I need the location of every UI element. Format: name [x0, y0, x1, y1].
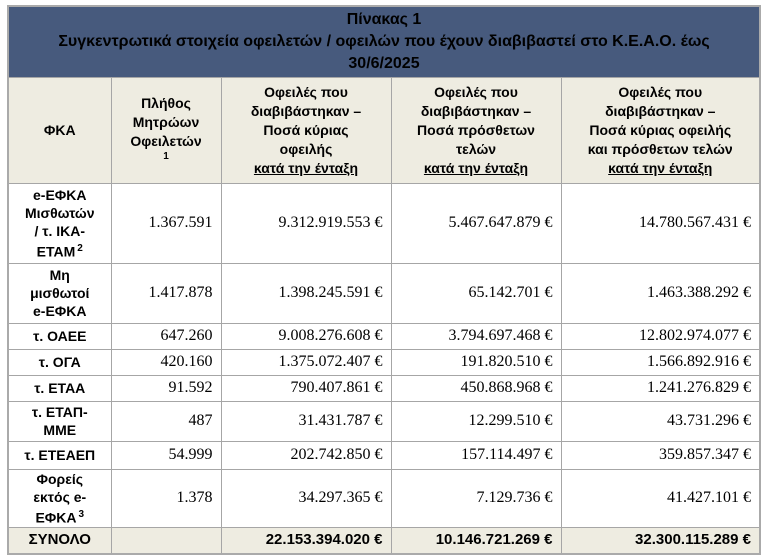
header-line: διαβιβάστηκαν – — [250, 102, 362, 119]
title-row — [8, 6, 760, 77]
principal-amount-cell: 9.008.276.608 € — [221, 323, 391, 349]
footnote-marker-1: 1 — [163, 151, 169, 163]
header-line: Ποσά πρόσθετων — [417, 121, 535, 138]
fka-line: Φορείς — [36, 470, 84, 487]
header-line: Πλήθος — [141, 95, 191, 112]
header-line: Οφειλές που — [264, 83, 348, 100]
fka-cell: τ. ΕΤΑΑ — [8, 375, 111, 401]
table-row-etaa — [8, 375, 760, 401]
fka-cell: τ. ΟΑΕΕ — [8, 323, 111, 349]
fka-line — [9, 506, 111, 527]
table-row-eteaep — [8, 441, 760, 469]
fka-cell — [8, 263, 111, 323]
fka-line: εκτός e- — [33, 488, 87, 505]
table-row-efka-misthoton — [8, 183, 760, 263]
fka-line: / τ. ΙΚΑ- — [34, 222, 86, 239]
column-header-combined-amounts — [561, 77, 760, 183]
additional-fees-cell: 157.114.497 € — [391, 441, 561, 469]
fka-line: μισθωτοί — [30, 285, 90, 301]
fka-line-text: ΕΤΑΜ — [36, 243, 76, 260]
additional-fees-cell: 450.868.968 € — [391, 375, 561, 401]
combined-amount-cell: 1.463.388.292 € — [561, 263, 760, 323]
debtor-count-cell: 1.367.591 — [111, 183, 221, 263]
additional-fees-cell: 191.820.510 € — [391, 349, 561, 375]
footnote-marker-3: 3 — [78, 508, 85, 520]
additional-fees-cell: 12.299.510 € — [391, 401, 561, 441]
combined-amount-cell: 1.566.892.916 € — [561, 349, 760, 375]
header-line: Ποσά κύριας — [263, 121, 349, 138]
column-header-fka: ΦΚΑ — [8, 77, 111, 183]
footnote-marker-2: 2 — [77, 242, 83, 254]
fka-cell — [8, 401, 111, 441]
combined-amount-cell: 43.731.296 € — [561, 401, 760, 441]
debtor-count-cell: 1.378 — [111, 469, 221, 527]
header-line: οφειλής — [279, 140, 333, 157]
fka-line-text: ΕΦΚΑ — [35, 509, 77, 526]
principal-amount-cell: 202.742.850 € — [221, 441, 391, 469]
header-line: Οφειλές που — [434, 83, 518, 100]
additional-fees-cell: 7.129.736 € — [391, 469, 561, 527]
total-row — [8, 527, 760, 554]
title-line-1: Πίνακας 1 — [346, 10, 422, 28]
header-line: τελών — [455, 140, 497, 157]
title-line-3: 30/6/2025 — [348, 54, 420, 72]
fka-cell — [8, 469, 111, 527]
principal-amount-cell: 34.297.365 € — [221, 469, 391, 527]
fka-line: e-ΕΦΚΑ — [33, 303, 87, 319]
column-header-row — [8, 77, 760, 183]
fka-line: ΜΜΕ — [43, 422, 77, 438]
table-row-oaee — [8, 323, 760, 349]
combined-amount-cell: 41.427.101 € — [561, 469, 760, 527]
fka-cell: τ. ΕΤΕΑΕΠ — [8, 441, 111, 469]
header-underlined-line: κατά την ένταξη — [423, 159, 529, 176]
additional-fees-cell: 3.794.697.468 € — [391, 323, 561, 349]
additional-fees-cell: 65.142.701 € — [391, 263, 561, 323]
title-line-2: Συγκεντρωτικά στοιχεία οφειλετών / οφειλών που έχουν διαβιβαστεί στο Κ.Ε.Α.Ο. έως — [58, 32, 710, 50]
principal-amount-cell: 31.431.787 € — [221, 401, 391, 441]
total-label-cell: ΣΥΝΟΛΟ — [8, 527, 111, 554]
header-line: Οφειλετών — [130, 133, 202, 150]
fka-line: Μισθωτών — [24, 204, 95, 221]
total-combined-cell: 32.300.115.289 € — [561, 527, 760, 554]
principal-amount-cell: 1.375.072.407 € — [221, 349, 391, 375]
footnote-marker-line — [112, 151, 221, 166]
column-header-additional-fees — [391, 77, 561, 183]
fka-line — [9, 240, 111, 261]
header-line: Μητρώων — [132, 114, 200, 131]
table-row-foreis-ektos-efka — [8, 469, 760, 527]
fka-cell: τ. ΟΓΑ — [8, 349, 111, 375]
combined-amount-cell: 1.241.276.829 € — [561, 375, 760, 401]
header-line: διαβιβάστηκαν – — [605, 102, 716, 119]
debtor-count-cell: 54.999 — [111, 441, 221, 469]
combined-amount-cell: 14.780.567.431 € — [561, 183, 760, 263]
fka-line: τ. ΕΤΑΠ- — [31, 404, 88, 420]
fka-line: e-ΕΦΚΑ — [33, 186, 87, 203]
combined-amount-cell: 359.857.347 € — [561, 441, 760, 469]
principal-amount-cell: 790.407.861 € — [221, 375, 391, 401]
column-header-debtor-count — [111, 77, 221, 183]
total-debtor-count-cell — [111, 527, 221, 554]
debtor-count-cell: 1.417.878 — [111, 263, 221, 323]
table-row-mi-misthotoi — [8, 263, 760, 323]
fka-cell — [8, 183, 111, 263]
header-line: Οφειλές που — [618, 83, 703, 100]
additional-fees-cell: 5.467.647.879 € — [391, 183, 561, 263]
header-underlined-line: κατά την ένταξη — [608, 159, 713, 176]
combined-amount-cell: 12.802.974.077 € — [561, 323, 760, 349]
column-header-principal-amounts — [221, 77, 391, 183]
keao-summary-table — [7, 5, 761, 555]
table-row-etap-mme — [8, 401, 760, 441]
total-principal-cell: 22.153.394.020 € — [221, 527, 391, 554]
principal-amount-cell: 9.312.919.553 € — [221, 183, 391, 263]
debtor-count-cell: 647.260 — [111, 323, 221, 349]
debtor-count-cell: 420.160 — [111, 349, 221, 375]
header-line: Ποσά κύριας οφειλής — [589, 121, 732, 138]
debtor-count-cell: 91.592 — [111, 375, 221, 401]
table-row-oga — [8, 349, 760, 375]
header-line: και πρόσθετων τελών — [587, 140, 733, 157]
table-title — [8, 6, 760, 77]
header-line: διαβιβάστηκαν – — [420, 102, 532, 119]
header-underlined-line: κατά την ένταξη — [253, 159, 359, 176]
total-additional-fees-cell: 10.146.721.269 € — [391, 527, 561, 554]
debtor-count-cell: 487 — [111, 401, 221, 441]
principal-amount-cell: 1.398.245.591 € — [221, 263, 391, 323]
fka-line: Μη — [49, 267, 70, 283]
